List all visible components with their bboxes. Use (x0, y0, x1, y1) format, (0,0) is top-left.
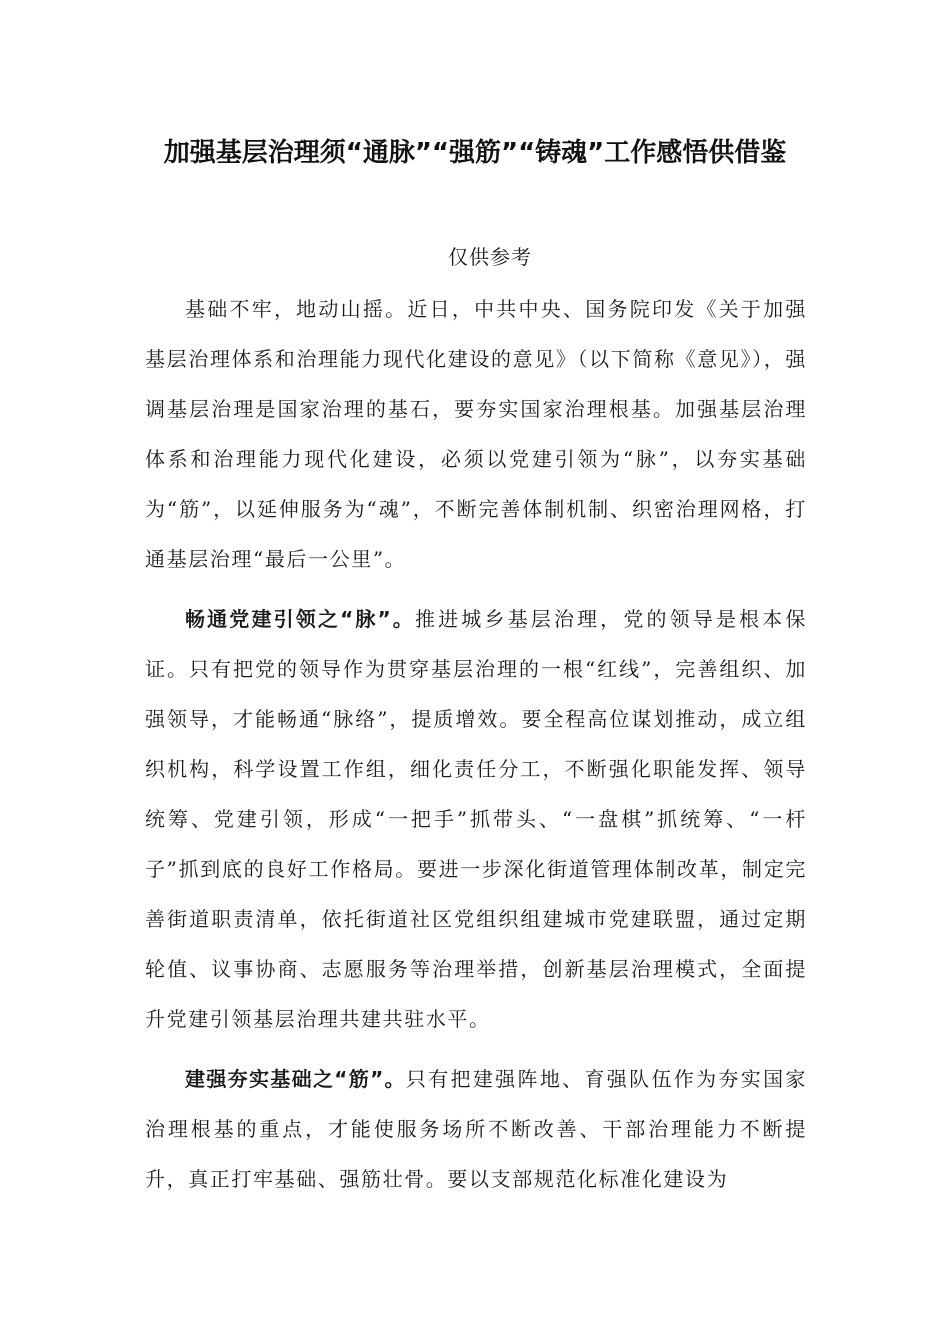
document-title: 加强基层治理须“通脉”“强筋”“铸魂”工作感悟供借鉴 (163, 138, 787, 168)
paragraph-text: 基础不牢，地动山摇。近日，中共中央、国务院印发《关于加强基层治理体系和治理能力现代化建设的意见》（以下简称《意见》），强调基层治理是国家治理的基石，要夯实国家治理根基。加强基层治理体系和治理能力现代化建设，必须以党建引领为“脉”，以夯实基础为“筋”，以延伸服务为“魂”，不断完善体制机制、织密治理网格，打通基层治理“最后一公里”。 (145, 297, 807, 571)
paragraph-foundation (145, 1054, 807, 1204)
paragraph-text: 只有把建强阵地、育强队伍作为夯实国家治理根基的重点，才能使服务场所不断改善、干部治理能力不断提升，真正打牢基础、强筋壮骨。要以支部规范化标准化建设为 (145, 1067, 807, 1191)
paragraph-intro (145, 284, 807, 584)
document-subtitle: 仅供参考 (448, 245, 532, 269)
document-body (145, 284, 807, 1204)
paragraph-text: 推进城乡基层治理，党的领导是根本保证。只有把党的领导作为贯穿基层治理的一根“红线”，完善组织、加强领导，才能畅通“脉络”，提质增效。要全程高位谋划推动，成立组织机构，科学设置工作组，细化责任分工，不断强化职能发挥、领导统筹、党建引领，形成“一把手”抓带头、“一盘棋”抓统筹、“一杆子”抓到底的良好工作格局。要进一步深化街道管理体制改革，制定完善街道职责清单，依托街道社区党组织组建城市党建联盟，通过定期轮值、议事协商、志愿服务等治理举措，创新基层治理模式，全面提升党建引领基层治理共建共驻水平。 (145, 607, 808, 1031)
paragraph-lead-heading: 建强夯实基础之“筋”。 (185, 1067, 406, 1091)
paragraph-lead-heading: 畅通党建引领之“脉”。 (185, 607, 415, 631)
paragraph-party-building (145, 594, 807, 1044)
